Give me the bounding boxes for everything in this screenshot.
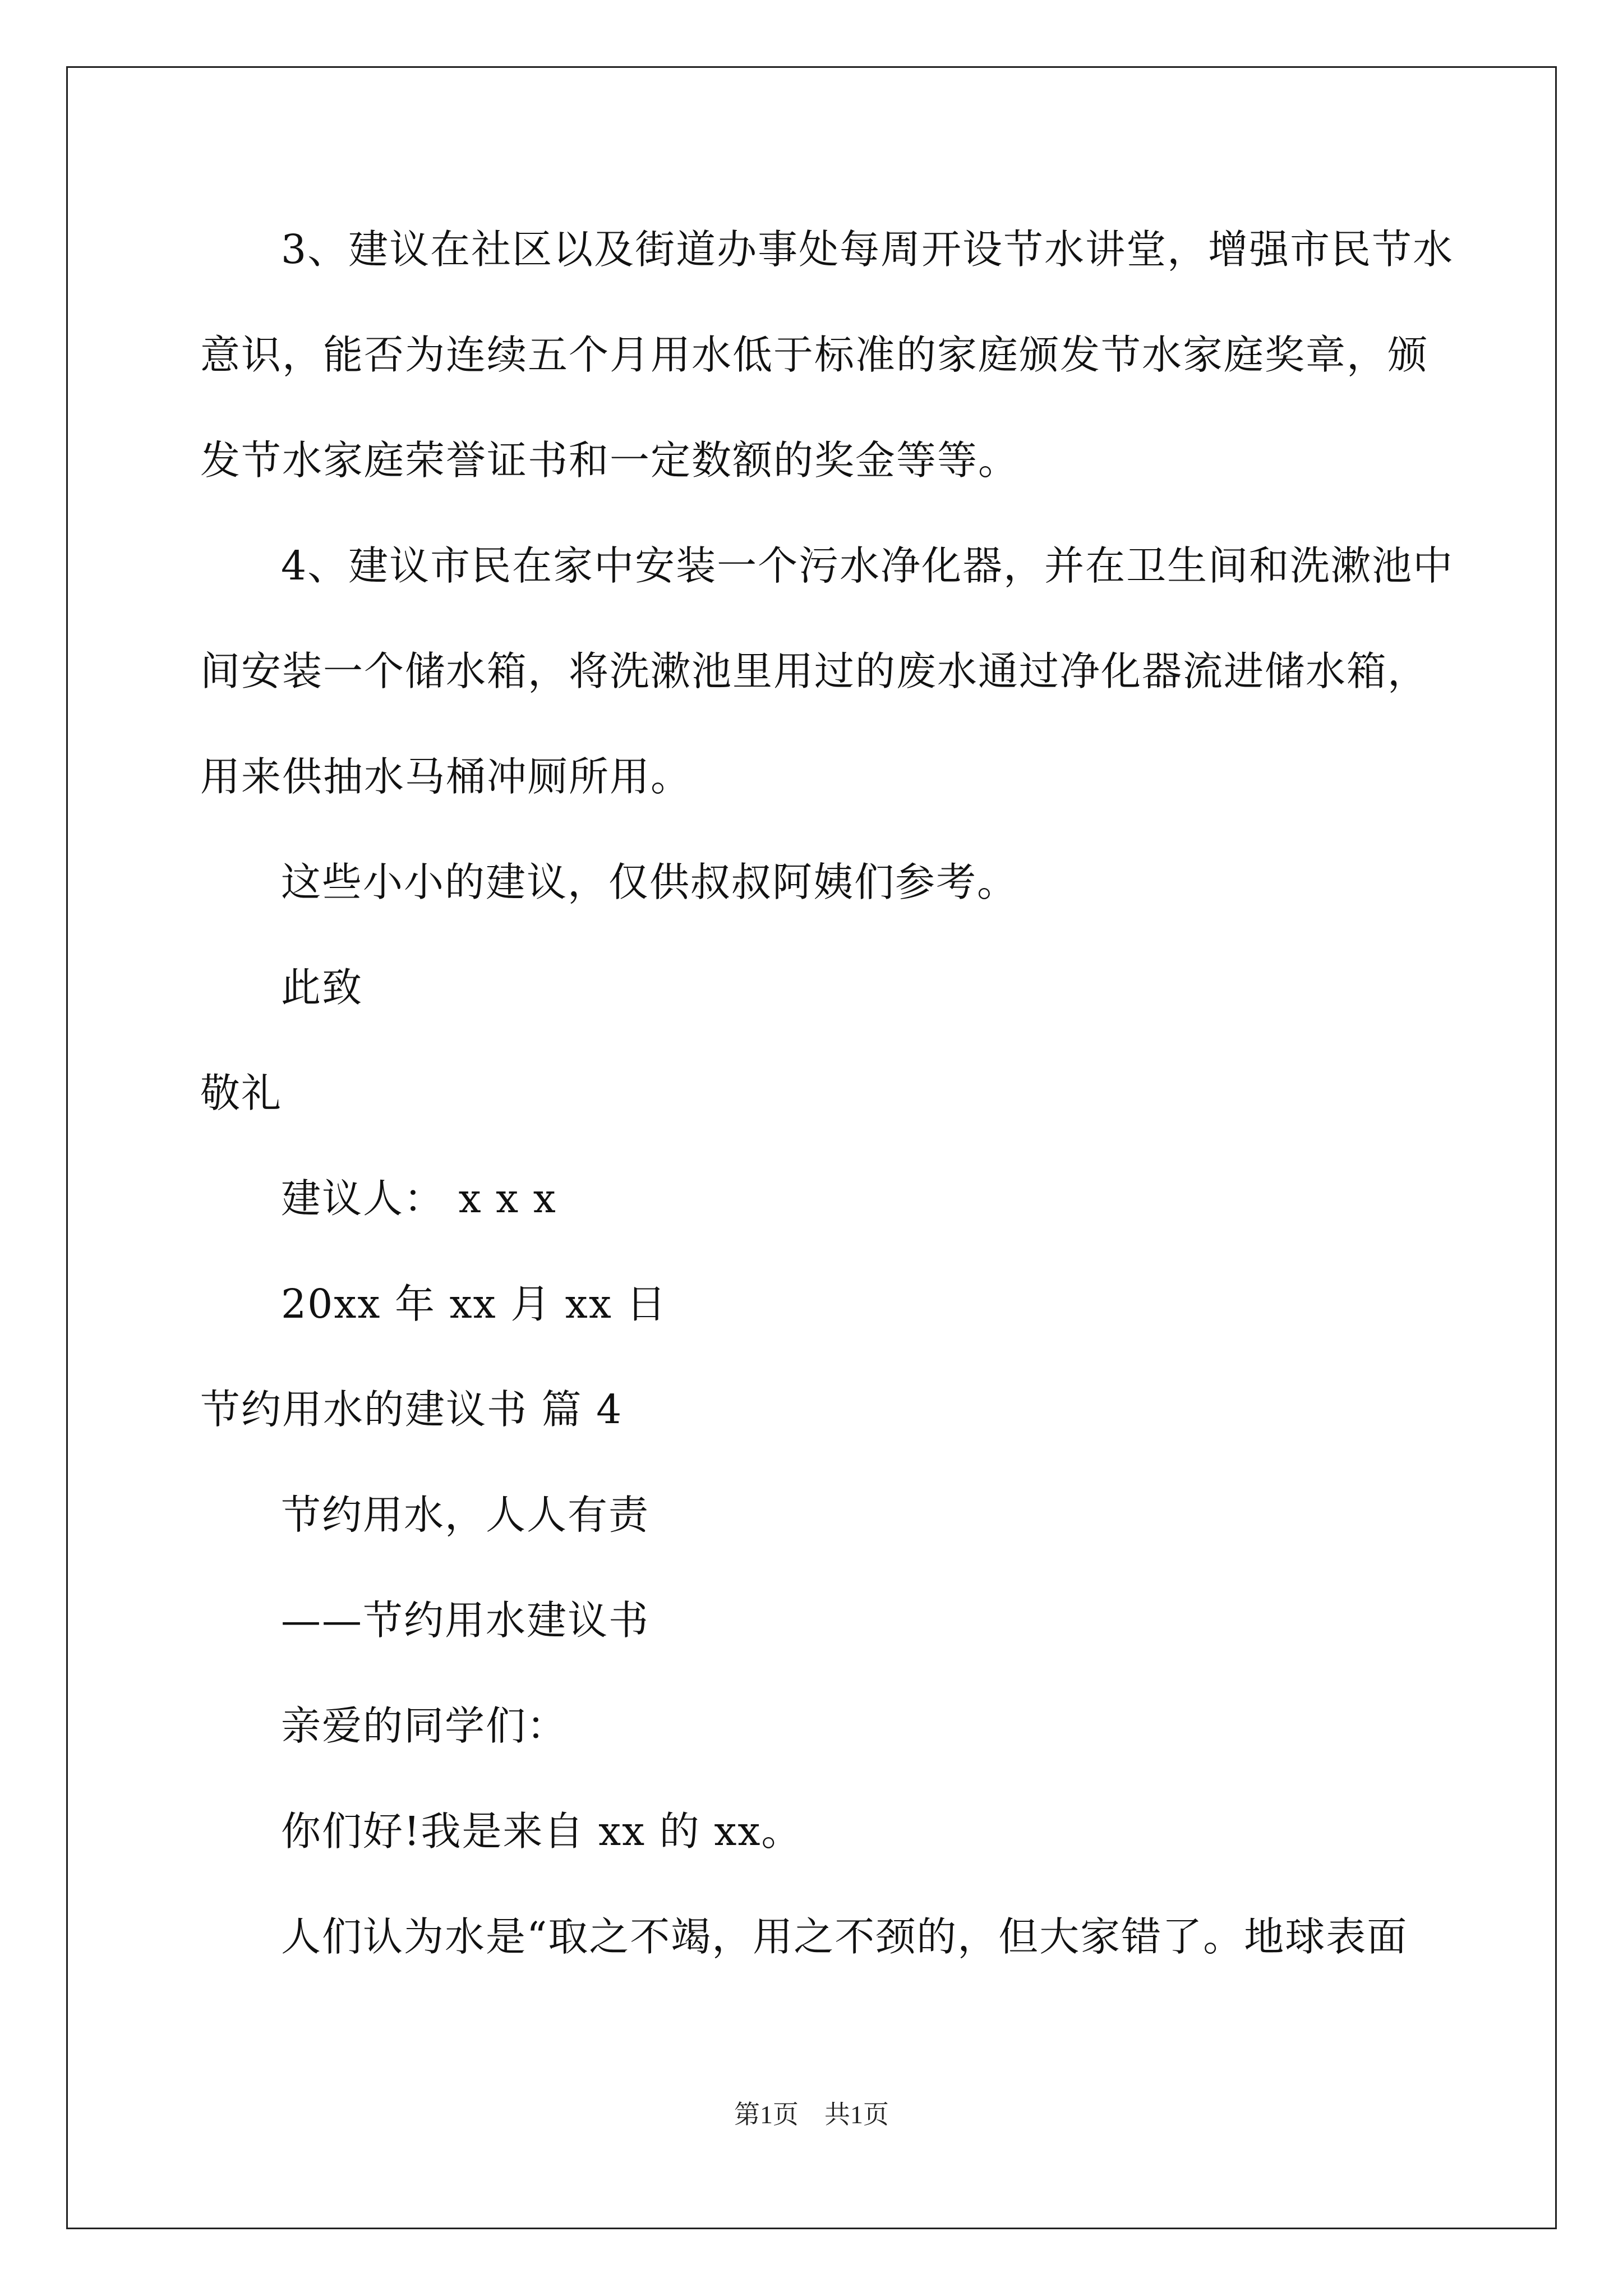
article-subtitle: ——节约用水建议书 bbox=[281, 1597, 650, 1644]
paragraph-4-line-3: 用来供抽水马桶冲厕所用。 bbox=[200, 753, 692, 800]
paragraph-3-line-3: 发节水家庭荣誉证书和一定数额的奖金等等。 bbox=[200, 437, 1020, 484]
article-title: 节约用水，人人有责 bbox=[281, 1492, 650, 1538]
introduction: 你们好!我是来自 xx 的 xx。 bbox=[281, 1808, 803, 1855]
salutation-cizhi: 此致 bbox=[281, 964, 363, 1011]
page-footer: 第1页 共1页 bbox=[734, 2100, 889, 2129]
paragraph-4-line-2: 间安装一个储水箱，将洗漱池里用过的废水通过净化器流进储水箱， bbox=[200, 648, 1429, 694]
paragraph-3-line-1: 3、建议在社区以及街道办事处每周开设节水讲堂，增强市民节水 bbox=[281, 226, 1454, 273]
closing-suggestion: 这些小小的建议，仅供叔叔阿姨们参考。 bbox=[281, 859, 1018, 905]
paragraph-3-line-2: 意识，能否为连续五个月用水低于标准的家庭颁发节水家庭奖章，颁 bbox=[200, 332, 1429, 378]
body-line: 人们认为水是“取之不竭，用之不颈的，但大家错了。地球表面 bbox=[281, 1913, 1408, 1960]
salutation-jingli: 敬礼 bbox=[200, 1070, 283, 1116]
section-heading: 节约用水的建议书 篇 4 bbox=[200, 1386, 623, 1433]
signer: 建议人： x x x bbox=[281, 1175, 557, 1222]
page-border bbox=[66, 66, 1557, 2229]
date: 20xx 年 xx 月 xx 日 bbox=[281, 1281, 667, 1327]
paragraph-4-line-1: 4、建议市民在家中安装一个污水净化器，并在卫生间和洗漱池中 bbox=[281, 542, 1454, 589]
greeting: 亲爱的同学们： bbox=[281, 1703, 568, 1749]
